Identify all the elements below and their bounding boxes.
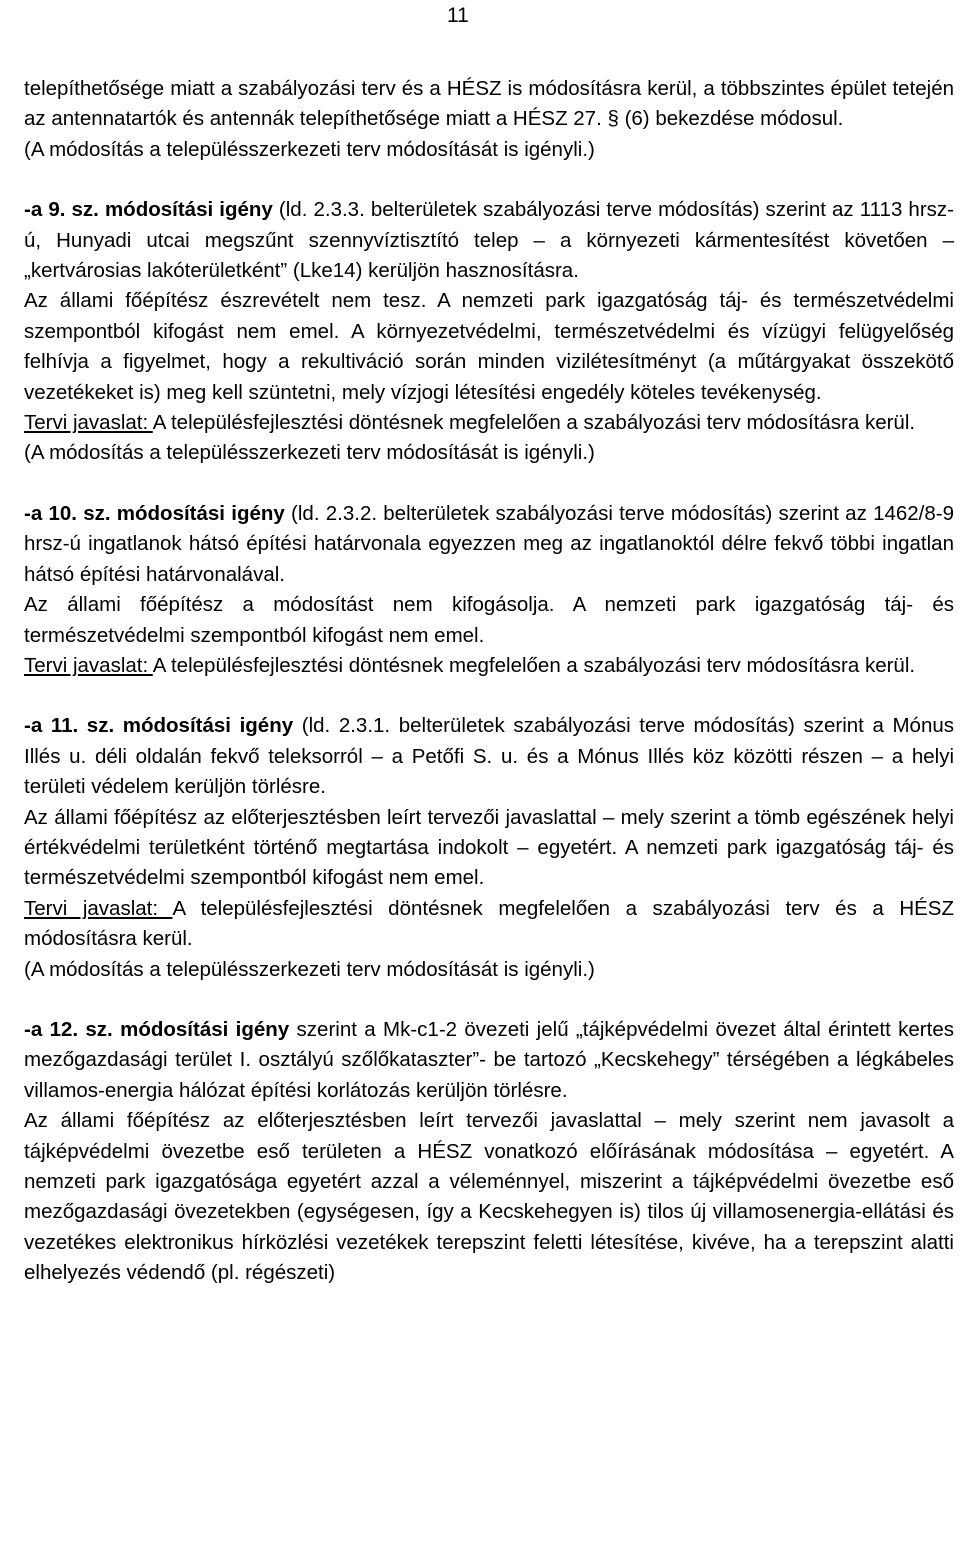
item-9-proposal [24,408,954,438]
item-10-proposal-text: A településfejlesztési döntésnek megfelelően a szabályozási terv módosításra kerül. [152,653,916,677]
item-10-description: (ld. 2.3.2. belterületek szabályozási terve módosítás) szerint az 1462/8-9 hrsz-ú ingatlanok hátsó építési határvonala egyezzen meg az ingatlanoktól délre fekvő többi ingatlan hátsó építési határvonalával. [24,501,954,586]
item-11-description: (ld. 2.3.1. belterületek szabályozási terve módosítás) szerint a Mónus Illés u. déli oldalán fekvő teleksorról – a Petőfi S. u. és a Mónus Illés köz közötti részen – a helyi területi védelem kerüljön törlésre. [24,714,954,799]
item-12-opinion: Az állami főépítész az előterjesztésben leírt tervezői javaslattal – mely szerint nem javasolt a tájképvédelmi övezetbe eső területen a HÉSZ vonatkozó előírásának módosítása – egyetért. A nemzeti park igazgatósága egyetért azzal a véleménnyel, miszerint a tájképvédelmi övezetbe eső mezőgazdasági övezetekben (egységesen, így a Kecskehegyen is) tilos új villamosenergia-ellátási és vezetékes elektronikus hírközlési vezetékek terepszint feletti létesítése, kivéve, ha a terepszint alatti elhelyezés védendő (pl. régészeti) [24,1109,954,1285]
item-12-description: szerint a Mk-c1-2 övezeti jelű „tájképvédelmi övezet által érintett kertes mezőgazdasági terület I. osztályú szőlőkataszter”- be tartozó „Kecskehegy” térségében a légkábeles villamos-energia hálózat építési korlátozás kerüljön törlésre. [24,1017,954,1102]
item-9-heading: -a 9. sz. módosítási igény [24,198,273,222]
item-10-proposal-label: Tervi javaslat: [24,653,153,677]
item-9-opinion: Az állami főépítész észrevételt nem tesz. A nemzeti park igazgatóság táj- és természetvédelmi szempontból kifogást nem emel. A környezetvédelmi, természetvédelmi és vízügyi felügyelőség felhívja a figyelmet, hogy a rekultiváció során minden vizilétesítményt (a műtárgyakat összekötő vezetékeket is) meg kell szüntetni, mely vízjogi létesítési engedély köteles tevékenység. [24,289,954,404]
item-11-heading: -a 11. sz. módosítási igény [24,714,294,738]
item-10-request [24,499,954,590]
item-9-proposal-label: Tervi javaslat: [24,411,153,435]
item-9-note: (A módosítás a településszerkezeti terv módosítását is igényli.) [24,441,595,465]
intro-note: (A módosítás a településszerkezeti terv módosítását is igényli.) [24,137,595,161]
item-11-proposal [24,894,954,955]
item-12-heading: -a 12. sz. módosítási igény [24,1017,290,1041]
item-10-heading: -a 10. sz. módosítási igény [24,501,285,525]
item-10-opinion: Az állami főépítész a módosítást nem kifogásolja. A nemzeti park igazgatóság táj- és természetvédelmi szempontból kifogást nem emel. [24,593,954,647]
document-body [24,74,954,1289]
item-11-proposal-label: Tervi javaslat: [24,896,173,920]
spacer [24,681,954,711]
spacer [24,985,954,1015]
item-11-note: (A módosítás a településszerkezeti terv módosítását is igényli.) [24,957,595,981]
spacer [24,165,954,195]
item-11-request [24,711,954,802]
item-9-proposal-text: A településfejlesztési döntésnek megfelelően a szabályozási terv módosításra kerül. [152,411,916,435]
item-10-proposal [24,651,954,681]
item-9-description: (ld. 2.3.3. belterületek szabályozási terve módosítás) szerint az 1113 hrsz-ú, Hunyadi utcai megszűnt szennyvíztisztító telep – a környezeti kármentesítést követően – „kertvárosias lakóterületként” (Lke14) kerüljön hasznosításra. [24,198,954,283]
intro-paragraph: telepíthetősége miatt a szabályozási terv és a HÉSZ is módosításra kerül, a többszintes épület tetején az antennatartók és antennák telepíthetősége miatt a HÉSZ 27. § (6) bekezdése módosul. [24,77,954,131]
item-11-proposal-text: A településfejlesztési döntésnek megfelelően a szabályozási terv és a HÉSZ módosításra kerül. [24,896,955,951]
item-9-request [24,195,954,286]
item-11-opinion: Az állami főépítész az előterjesztésben leírt tervezői javaslattal – mely szerint a tömb egészének helyi értékvédelmi területként történő megtartása indokolt – egyetért. A nemzeti park igazgatóság táj- és természetvédelmi szempontból kifogást nem emel. [24,805,954,890]
item-12-request [24,1015,954,1106]
page-number: 11 [447,4,469,27]
spacer [24,469,954,499]
